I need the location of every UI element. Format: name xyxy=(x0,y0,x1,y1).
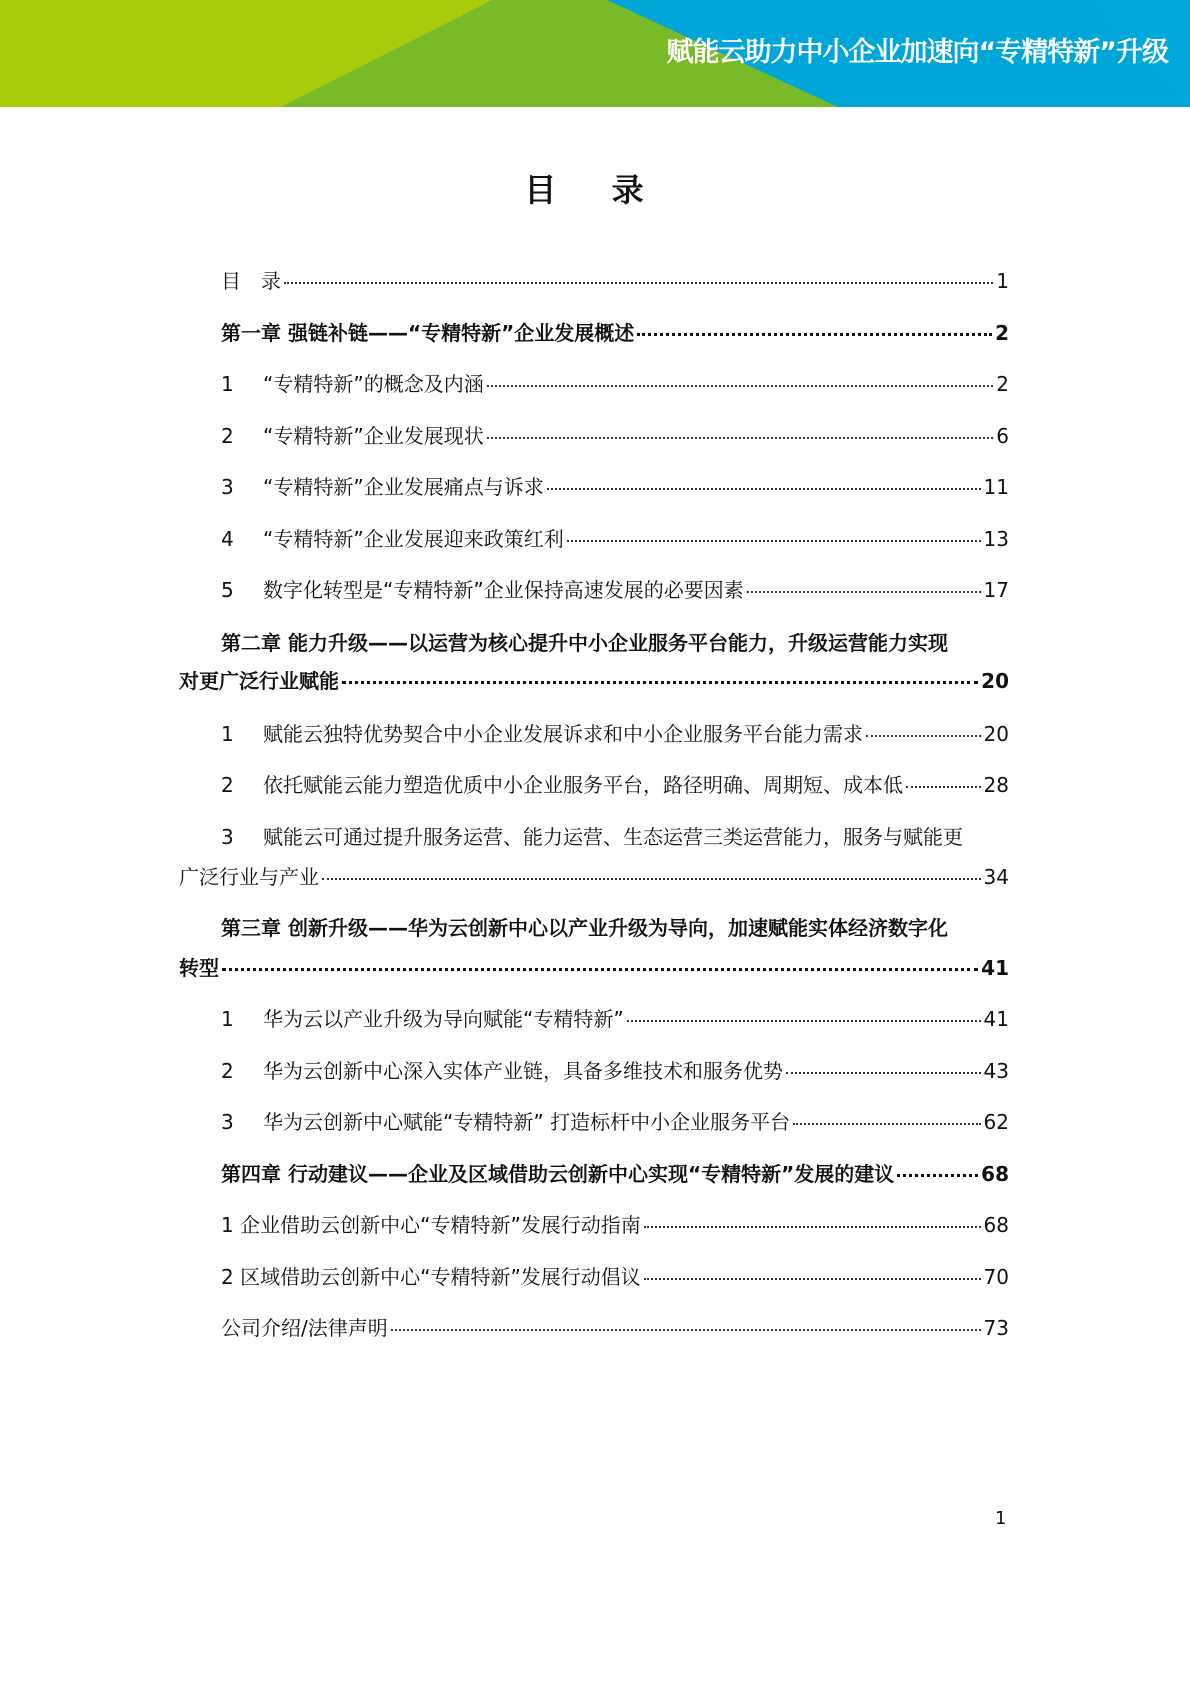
toc-title: “专精特新”企业发展迎来政策红利 xyxy=(263,527,564,551)
toc-entry[interactable] xyxy=(221,1005,1009,1033)
dot-leader xyxy=(866,735,981,737)
toc-title: 赋能云独特优势契合中小企业发展诉求和中小企业服务平台能力需求 xyxy=(263,722,863,746)
toc-number: 1 xyxy=(221,722,234,746)
toc-title: 第二章 能力升级——以运营为核心提升中小企业服务平台能力，升级运营能力实现 xyxy=(221,631,948,655)
dot-leader xyxy=(567,540,981,542)
toc-page-number: 11 xyxy=(983,475,1009,499)
toc-entry[interactable] xyxy=(221,629,1021,657)
dot-leader xyxy=(747,591,981,593)
dot-leader xyxy=(793,1123,980,1125)
toc-entry[interactable] xyxy=(221,319,1009,347)
toc-page-number: 41 xyxy=(983,1007,1009,1031)
toc-title: “专精特新”的概念及内涵 xyxy=(263,372,484,396)
dot-leader xyxy=(906,786,981,788)
toc-title-continued: 对更广泛行业赋能 xyxy=(179,669,339,693)
toc-number: 1 xyxy=(221,372,234,396)
toc-title: 依托赋能云能力塑造优质中小企业服务平台，路径明确、周期短、成本低 xyxy=(263,773,903,797)
document-title: 赋能云助力中小企业加速向“专精特新”升级 xyxy=(666,37,1168,68)
dot-leader xyxy=(487,437,994,439)
dot-leader xyxy=(547,488,981,490)
toc-page-number: 20 xyxy=(983,722,1009,746)
page-number: 1 xyxy=(995,1508,1007,1529)
dot-leader xyxy=(322,878,981,880)
toc-entry[interactable] xyxy=(221,473,1009,501)
dot-leader xyxy=(637,333,992,336)
toc-page-number: 34 xyxy=(983,865,1009,889)
toc-page-number: 17 xyxy=(983,578,1009,602)
toc-title: 数字化转型是“专精特新”企业保持高速发展的必要因素 xyxy=(263,578,744,602)
toc-entry[interactable] xyxy=(221,1160,1009,1188)
toc-title: 华为云创新中心赋能“专精特新” 打造标杆中小企业服务平台 xyxy=(263,1110,791,1134)
dot-leader xyxy=(391,1329,981,1331)
toc-page-number: 20 xyxy=(981,669,1009,693)
toc-page-number: 6 xyxy=(996,424,1009,448)
toc-title: 赋能云可通过提升服务运营、能力运营、生态运营三类运营能力，服务与赋能更 xyxy=(263,825,963,849)
dot-leader xyxy=(897,1174,978,1177)
toc-entry[interactable] xyxy=(221,576,1009,604)
toc-number: 4 xyxy=(221,527,234,551)
dot-leader xyxy=(644,1278,981,1280)
toc-title: 1 企业借助云创新中心“专精特新”发展行动指南 xyxy=(221,1213,641,1237)
toc-entry[interactable] xyxy=(221,1211,1009,1239)
toc-page-number: 1 xyxy=(996,269,1009,293)
toc-entry[interactable] xyxy=(221,823,1021,851)
toc-entry[interactable] xyxy=(179,954,1009,982)
header-banner xyxy=(0,0,1190,107)
toc-entry[interactable] xyxy=(221,1057,1009,1085)
toc-entry[interactable] xyxy=(221,1314,1009,1342)
toc-title: “专精特新”企业发展痛点与诉求 xyxy=(263,475,544,499)
toc-page-number: 41 xyxy=(981,956,1009,980)
toc-page-number: 68 xyxy=(983,1213,1009,1237)
dot-leader xyxy=(644,1226,981,1228)
toc-number: 2 xyxy=(221,773,234,797)
toc-title: 第四章 行动建议——企业及区域借助云创新中心实现“专精特新”发展的建议 xyxy=(221,1162,895,1186)
toc-entry[interactable] xyxy=(221,267,1009,295)
toc-number: 2 xyxy=(221,1059,234,1083)
toc-entry[interactable] xyxy=(179,667,1009,695)
dot-leader xyxy=(342,681,978,684)
toc-entry[interactable] xyxy=(221,1108,1009,1136)
toc-number: 3 xyxy=(221,825,234,849)
toc-entry[interactable] xyxy=(221,914,1021,942)
toc-page-number: 70 xyxy=(983,1265,1009,1289)
toc-page-number: 2 xyxy=(995,321,1009,345)
dot-leader xyxy=(627,1020,981,1022)
toc-page-number: 62 xyxy=(983,1110,1009,1134)
toc-page-number: 28 xyxy=(983,773,1009,797)
toc-entry[interactable] xyxy=(221,771,1009,799)
toc-page-number: 68 xyxy=(981,1162,1009,1186)
dot-leader xyxy=(786,1072,981,1074)
toc-number: 1 xyxy=(221,1007,234,1031)
toc-number: 3 xyxy=(221,1110,234,1134)
toc-entry[interactable] xyxy=(221,1263,1009,1291)
toc-page-number: 13 xyxy=(983,527,1009,551)
page-title: 目 录 xyxy=(524,171,666,209)
dot-leader xyxy=(487,385,994,387)
toc-title-continued: 广泛行业与产业 xyxy=(179,865,319,889)
toc-number: 2 xyxy=(221,424,234,448)
toc-title: 公司介绍/法律声明 xyxy=(221,1316,388,1340)
toc-title: 第三章 创新升级——华为云创新中心以产业升级为导向，加速赋能实体经济数字化 xyxy=(221,916,948,940)
toc-title: 第一章 强链补链——“专精特新”企业发展概述 xyxy=(221,321,635,345)
toc-title-continued: 转型 xyxy=(179,956,219,980)
toc-title: 华为云创新中心深入实体产业链，具备多维技术和服务优势 xyxy=(263,1059,783,1083)
toc-title: 2 区域借助云创新中心“专精特新”发展行动倡议 xyxy=(221,1265,641,1289)
toc-entry[interactable] xyxy=(221,422,1009,450)
toc-title: 华为云以产业升级为导向赋能“专精特新” xyxy=(263,1007,624,1031)
toc-page-number: 73 xyxy=(983,1316,1009,1340)
toc-number: 5 xyxy=(221,578,234,602)
toc-entry[interactable] xyxy=(221,525,1009,553)
toc-page-number: 2 xyxy=(996,372,1009,396)
toc-title: 目 录 xyxy=(221,269,281,293)
toc-title: “专精特新”企业发展现状 xyxy=(263,424,484,448)
dot-leader xyxy=(284,282,993,284)
dot-leader xyxy=(222,968,978,971)
toc-entry[interactable] xyxy=(221,370,1009,398)
toc-page-number: 43 xyxy=(983,1059,1009,1083)
toc-entry[interactable] xyxy=(221,720,1009,748)
toc-entry[interactable] xyxy=(179,863,1009,891)
toc-number: 3 xyxy=(221,475,234,499)
